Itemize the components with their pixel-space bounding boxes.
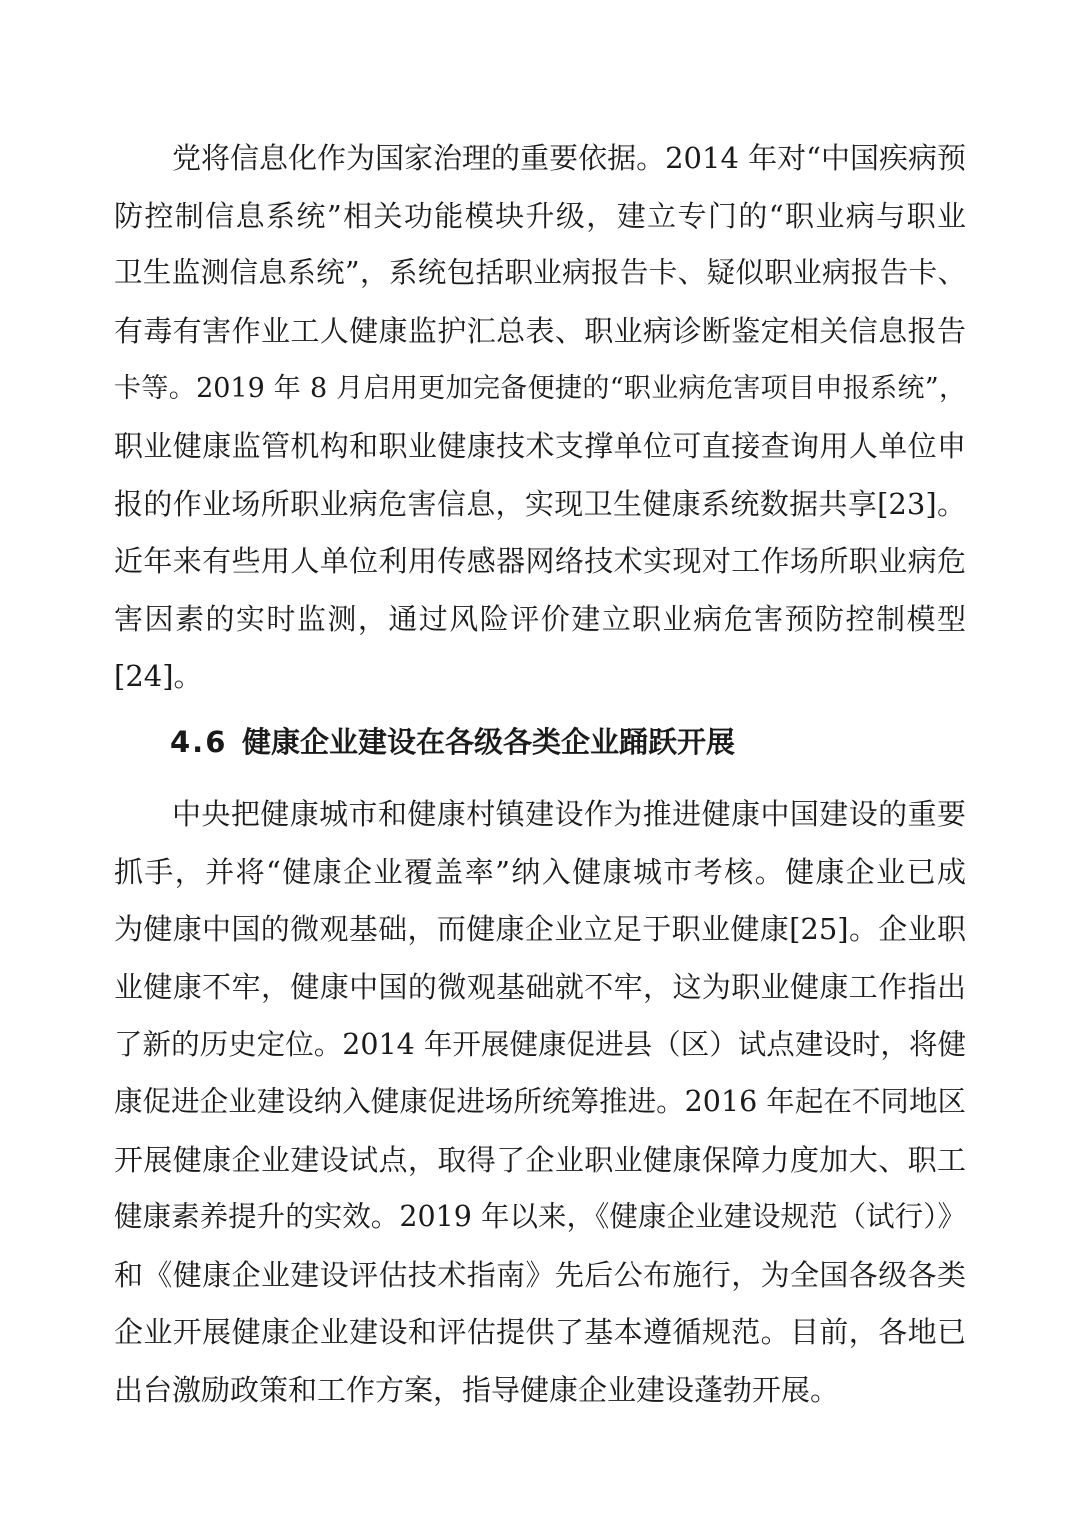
text-line: 开展健康企业建设试点，取得了企业职业健康保障力度加大、职工 [114, 1143, 966, 1177]
text-line: 和《健康企业建设评估技术指南》先后公布施行，为全国各级各类 [114, 1258, 966, 1292]
text-line: 职业健康监管机构和职业健康技术支撑单位可直接查询用人单位申 [114, 429, 966, 463]
text-line: 卡等。2019 年 8 月启用更加完备便捷的“职业病危害项目申报系统”， [114, 373, 966, 404]
text-line: [24]。 [114, 659, 203, 693]
text-line: 业健康不牢，健康中国的微观基础就不牢，这为职业健康工作指出 [114, 970, 966, 1004]
text-line: 防控制信息系统”相关功能模块升级，建立专门的“职业病与职业 [114, 199, 966, 233]
text-line: 为健康中国的微观基础，而健康企业立足于职业健康[25]。企业职 [114, 912, 966, 946]
section-number: 4.6 [170, 725, 228, 759]
text-line: 害因素的实时监测，通过风险评价建立职业病危害预防控制模型 [114, 602, 966, 636]
text-line: 有毒有害作业工人健康监护汇总表、职业病诊断鉴定相关信息报告 [114, 314, 966, 348]
text-line: 抓手，并将“健康企业覆盖率”纳入健康城市考核。健康企业已成 [114, 855, 966, 889]
section-heading [170, 722, 735, 762]
text-line: 近年来有些用人单位利用传感器网络技术实现对工作场所职业病危 [114, 544, 966, 578]
text-line: 康促进企业建设纳入健康促进场所统筹推进。2016 年起在不同地区 [114, 1085, 966, 1118]
section-title: 健康企业建设在各级各类企业踊跃开展 [242, 725, 736, 759]
text-line: 出台激励政策和工作方案，指导健康企业建设蓬勃开展。 [114, 1373, 840, 1407]
text-line: 健康素养提升的实效。2019 年以来，《健康企业建设规范（试行）》 [114, 1200, 966, 1233]
text-line: 企业开展健康企业建设和评估提供了基本遵循规范。目前，各地已 [114, 1315, 966, 1349]
text-line: 了新的历史定位。2014 年开展健康促进县（区）试点建设时，将健 [114, 1028, 966, 1061]
text-line: 卫生监测信息系统”，系统包括职业病报告卡、疑似职业病报告卡、 [114, 256, 966, 289]
text-line: 中央把健康城市和健康村镇建设作为推进健康中国建设的重要 [172, 797, 966, 831]
text-line: 报的作业场所职业病危害信息，实现卫生健康系统数据共享[23]。 [114, 487, 966, 521]
text-line: 党将信息化作为国家治理的重要依据。2014 年对“中国疾病预 [172, 141, 966, 175]
